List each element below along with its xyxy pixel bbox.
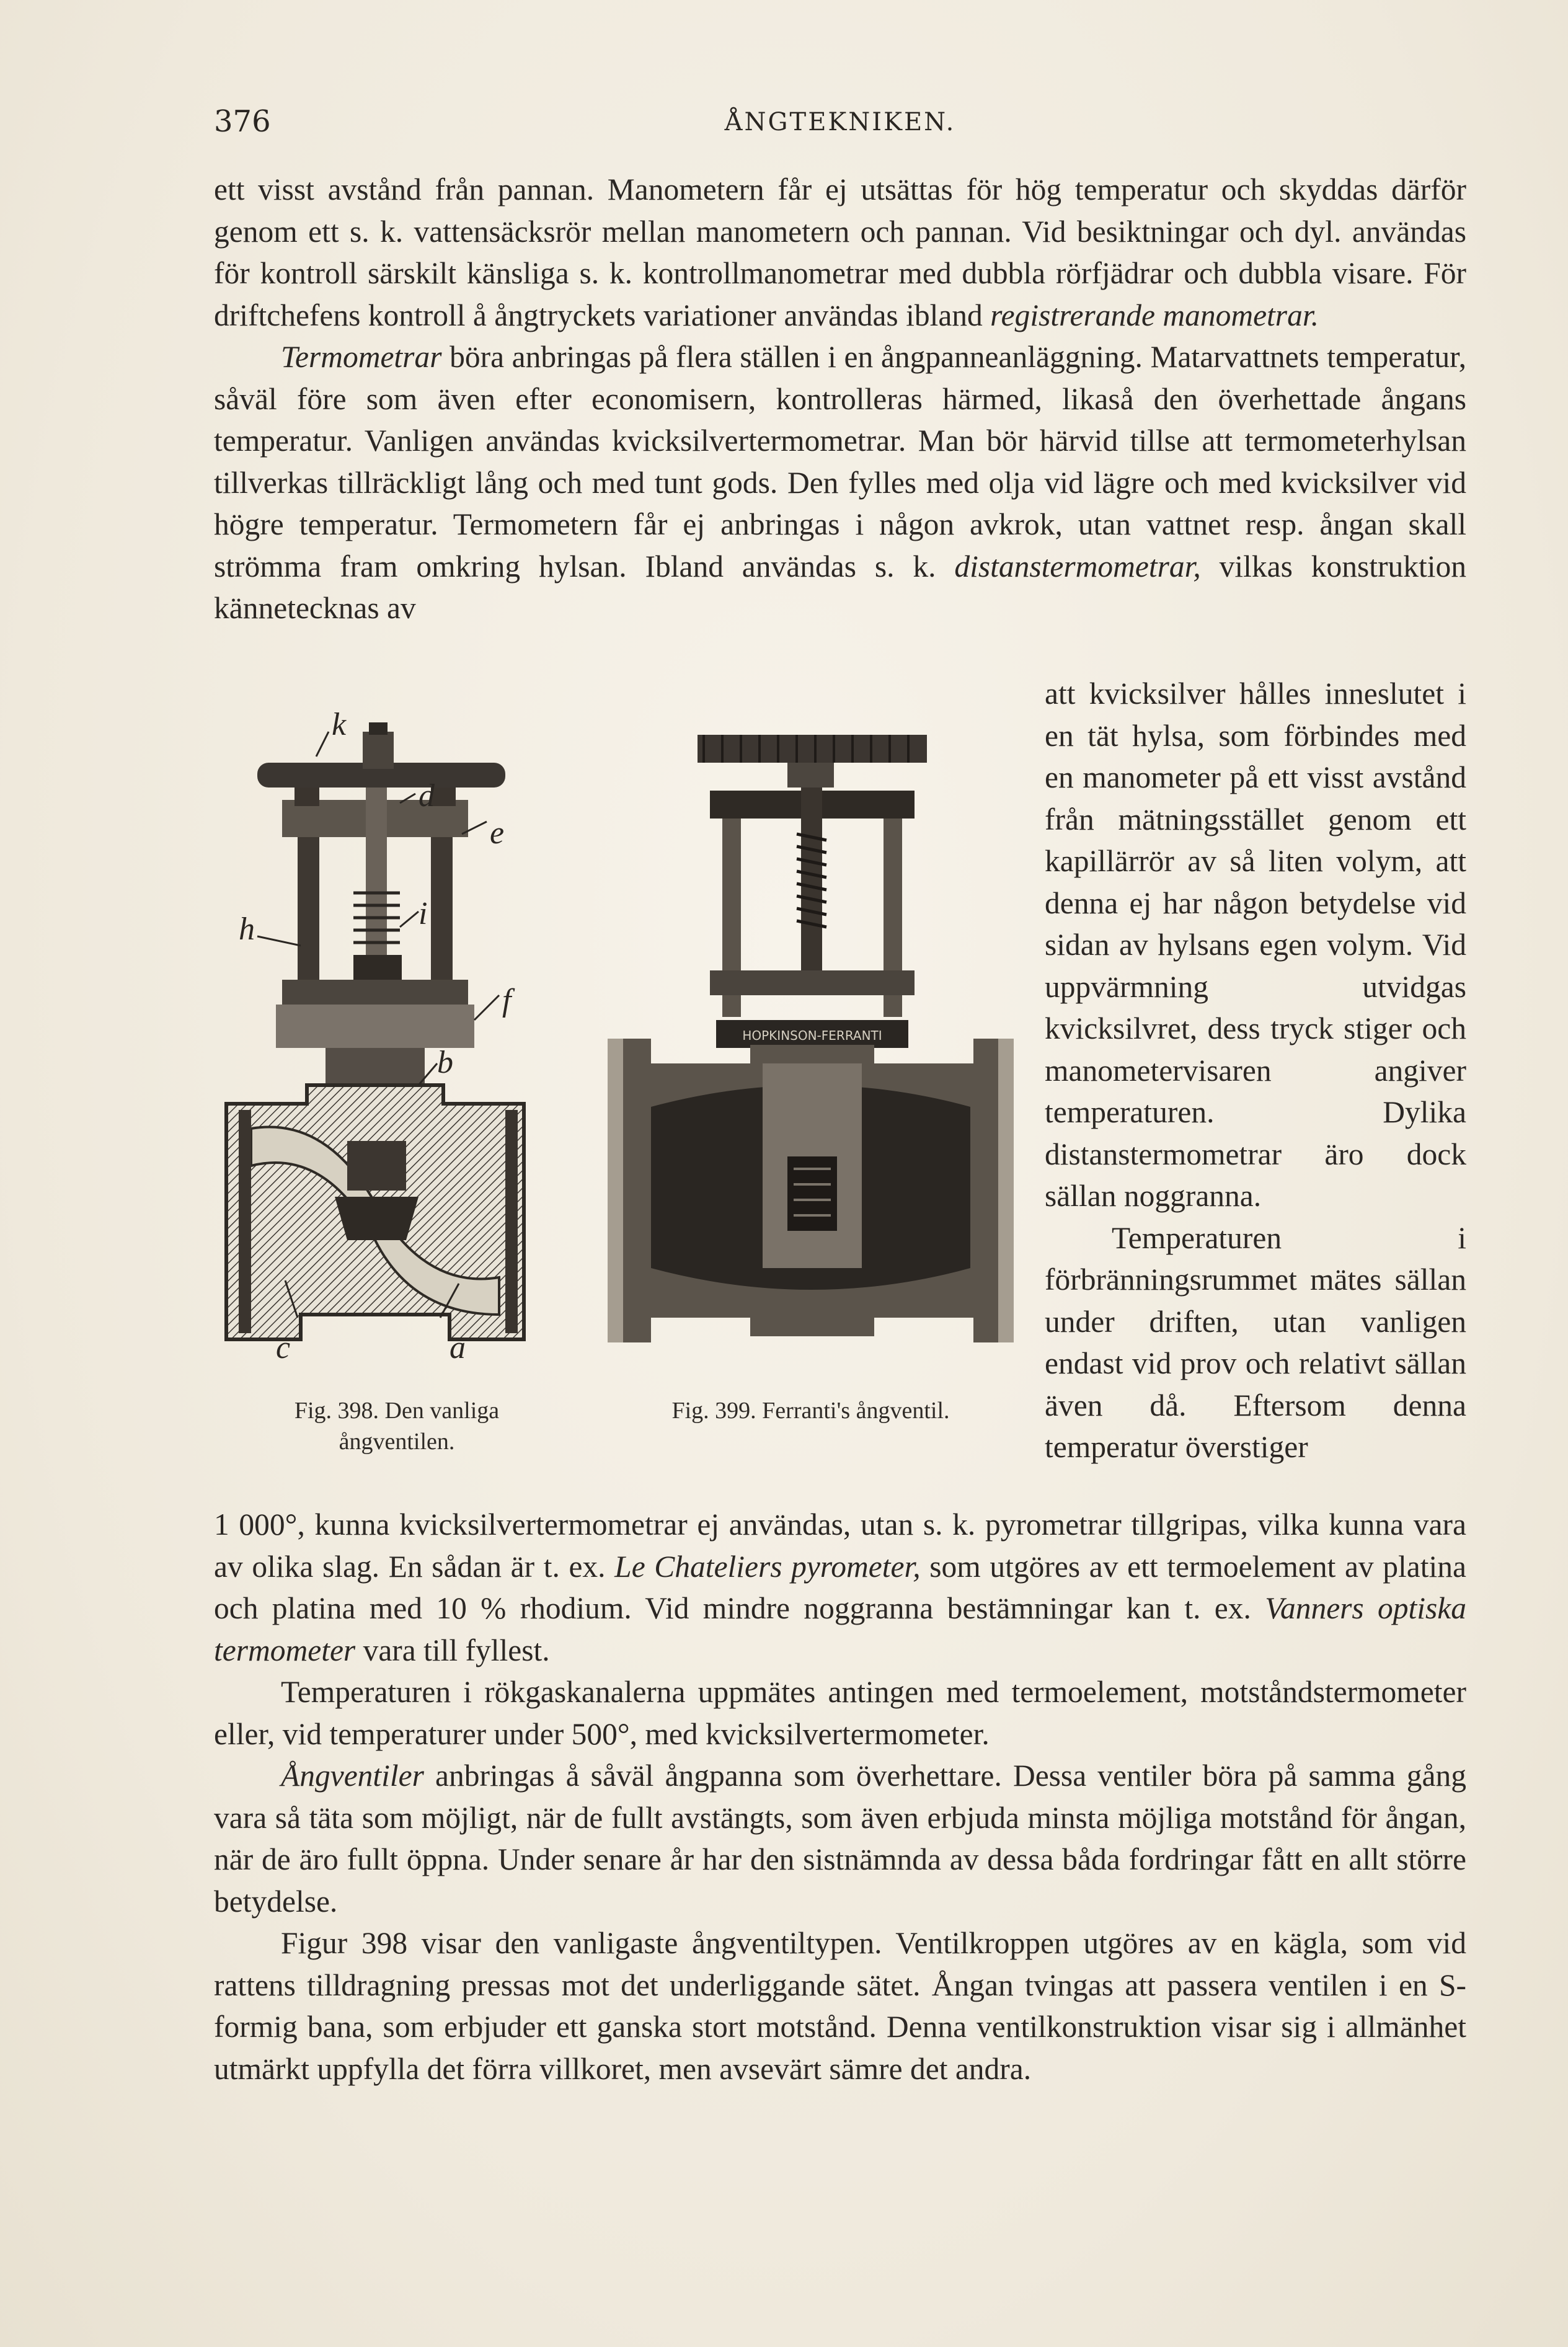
label-d: d bbox=[419, 778, 435, 814]
label-c: c bbox=[276, 1330, 291, 1365]
page-number: 376 bbox=[214, 104, 271, 139]
label-h: h bbox=[239, 912, 255, 947]
label-f: f bbox=[502, 983, 512, 1018]
label-k: k bbox=[332, 707, 347, 742]
label-i: i bbox=[419, 896, 428, 931]
figure-398-globe-valve bbox=[214, 707, 580, 1373]
label-a: a bbox=[450, 1330, 466, 1365]
figure-398-caption: Fig. 398. Den vanliga ångventilen. bbox=[294, 1398, 500, 1455]
paragraph: 1 000°, kunna kvicksilvertermometrar ej användas, utan s. k. pyrometrar tillgripas, vilka kunna vara av olika slag. En sådan är t. ex. Le Chateliers pyrometer, som utgöres av ett termoelement av platina och platina med 10 % rhodium. Vid mindre noggranna bestämningar kan t. ex. Vanners optiska termometer vara till fyllest. bbox=[214, 1507, 1467, 1667]
paragraph: Temperaturen i förbränningsrummet mätes sällan under driften, utan vanligen endast vid prov och relativt sällan även då. Eftersom denna temperatur överstiger bbox=[1045, 1220, 1466, 1464]
paragraph: Termometrar böra anbringas på flera ställen i en ångpanneanläggning. Matarvattnets temperatur, såväl före som även efter economisern, kontrolleras härmed, likaså den överhettade ångans temperatur. Vanligen användas kvicksilvertermometrar. Man bör härvid tillse att termometerhylsan tillverkas tillräckligt lång och med tunt gods. Den fylles med olja vid lägre och med kvicksilver vid högre temperatur. Termometern får ej anbringas i någon avkrok, utan vattnet resp. ångan skall strömma fram omkring hylsan. Ibland användas s. k. distanstermometrar, vilkas konstruktion kännetecknas av bbox=[214, 340, 1467, 625]
figure-399-ferranti-valve bbox=[608, 722, 1014, 1373]
paragraph: Temperaturen i rökgaskanalerna uppmätes antingen med termoelement, motståndstermometer eller, vid temperaturer under 500°, med kvicksilvertermometer. bbox=[214, 1675, 1466, 1751]
page-header bbox=[214, 104, 1466, 148]
paragraph: att kvicksilver hålles inneslutet i en tät hylsa, som förbindes med en manometer på ett visst avstånd från mätningsstället genom ett kapillärrör av så liten volym, att denna ej har någon betydelse vid sidan av hylsans egen volym. Vid uppvärmning utvidgas kvicksilvret, dess tryck stiger och manometervisaren angiver temperaturen. Dylika distanstermometrar äro dock sällan noggranna. bbox=[1045, 677, 1466, 1213]
manufacturer-plate: HOPKINSON-FERRANTI bbox=[742, 1028, 882, 1043]
label-e: e bbox=[490, 815, 505, 851]
paragraph: Figur 398 visar den vanligaste ångventiltypen. Ventilkroppen utgöres av en kägla, som vid rattens tilldragning pressas mot det underliggande sätet. Ångan tvingas att passera ventilen i en S-formig bana, som erbjuder ett ganska stort motstånd. Denna ventilkonstruktion visar sig i allmänhet utmärkt uppfylla det förra villkoret, men avsevärt sämre det andra. bbox=[214, 1926, 1466, 2086]
paragraph: ett visst avstånd från pannan. Manometern får ej utsättas för hög temperatur och skyddas därför genom ett s. k. vattensäcksrör mellan manometern och pannan. Vid besiktningar och dyl. användas för kontroll särskilt känsliga s. k. kontrollmanometrar med dubbla rörfjädrar och dubbla visare. För driftchefens kontroll å ångtryckets variationer användas ibland registrerande manometrar. bbox=[214, 172, 1466, 332]
running-title: ÅNGTEKNIKEN. bbox=[724, 108, 956, 136]
top-text-block bbox=[214, 169, 1466, 629]
label-b: b bbox=[437, 1045, 453, 1080]
figures-area bbox=[214, 707, 1014, 1470]
paragraph: Ångventiler anbringas å såväl ångpanna som överhettare. Dessa ventiler böra på samma gång vara så täta som möjligt, när de fullt avstängts, som även erbjuda minsta möjliga motstånd för ångan, när de äro fullt öppna. Under senare år har den sistnämnda av dessa båda fordringar fått en allt större betydelse. bbox=[214, 1759, 1466, 1919]
side-text-column bbox=[1045, 673, 1466, 1468]
bottom-text-block bbox=[214, 1504, 1466, 2090]
figure-399-caption: Fig. 399. Ferranti's ångventil. bbox=[671, 1398, 950, 1424]
